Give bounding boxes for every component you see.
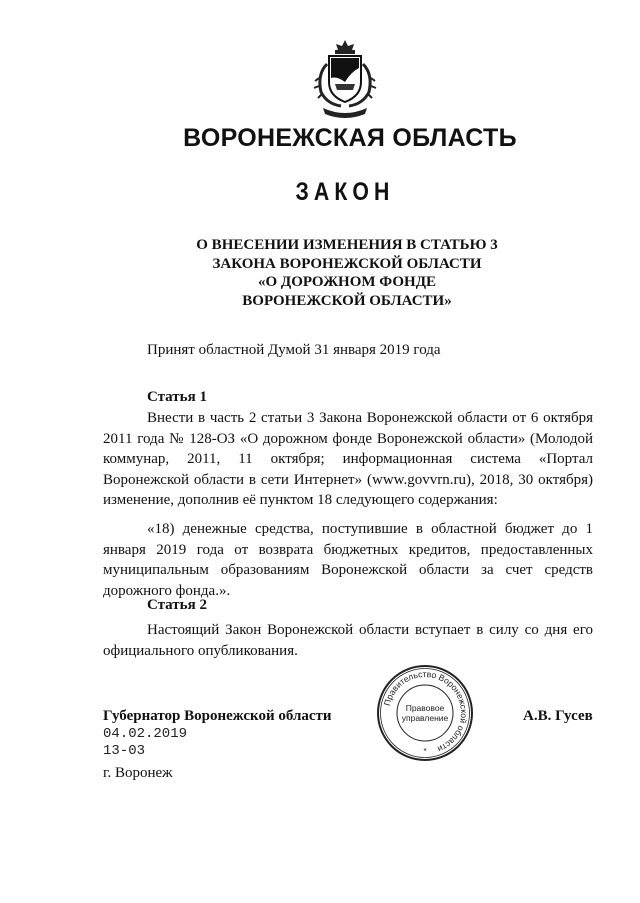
law-title-line-2: ЗАКОНА ВОРОНЕЖСКОЙ ОБЛАСТИ bbox=[212, 255, 482, 272]
document-type: ЗАКОН bbox=[295, 178, 395, 206]
article-1-heading: Статья 1 bbox=[147, 389, 207, 405]
signatory-position: Губернатор Воронежской области bbox=[103, 708, 332, 724]
law-title-line-3: «О ДОРОЖНОМ ФОНДЕ bbox=[257, 274, 437, 290]
official-stamp bbox=[375, 663, 475, 763]
article-1-text: Внести в часть 2 статьи 3 Закона Воронежской области от 6 октября 2011 года № 128-ОЗ «О дорожном фонде Воронежской области» (Молодой коммунар, 2011, 11 октября; информационная система «Портал Воронежской области в сети Интернет» (www.govvrn.ru), 2018, 30 октября) изменение, дополнив её пунктом 18 следующего содержания: bbox=[103, 410, 593, 508]
signing-city: г. Воронеж bbox=[103, 765, 173, 781]
signing-date: 04.02.2019 bbox=[103, 726, 188, 742]
article-1-quote: «18) денежные средства, поступившие в областной бюджет до 1 января 2019 года от возврата бюджетных кредитов, предоставленных муниципальным образованиям Воронежской области за счет средств дорожного фонда.». bbox=[103, 521, 593, 599]
adoption-note: Принят областной Думой 31 января 2019 года bbox=[147, 342, 441, 358]
signatory-name: А.В. Гусев bbox=[523, 708, 593, 724]
registration-number: 13-03 bbox=[103, 743, 146, 759]
law-title-line-4: ВОРОНЕЖСКОЙ ОБЛАСТИ» bbox=[242, 292, 452, 309]
law-title-line-1: О ВНЕСЕНИИ ИЗМЕНЕНИЯ В СТАТЬЮ 3 bbox=[196, 237, 498, 253]
law-title bbox=[0, 236, 640, 310]
coat-of-arms-emblem bbox=[307, 38, 383, 122]
article-2-text: Настоящий Закон Воронежской области вступает в силу со дня его официального опубликования. bbox=[103, 622, 593, 659]
stamp-center-line-2: управление bbox=[401, 713, 449, 723]
article-2-heading: Статья 2 bbox=[147, 597, 207, 613]
stamp-ring-text: Правительство Воронежской области bbox=[381, 668, 470, 755]
stamp-center-line-1: Правовое bbox=[405, 703, 445, 713]
region-name: ВОРОНЕЖСКАЯ ОБЛАСТЬ bbox=[183, 124, 517, 152]
stamp-star: * bbox=[423, 747, 427, 756]
